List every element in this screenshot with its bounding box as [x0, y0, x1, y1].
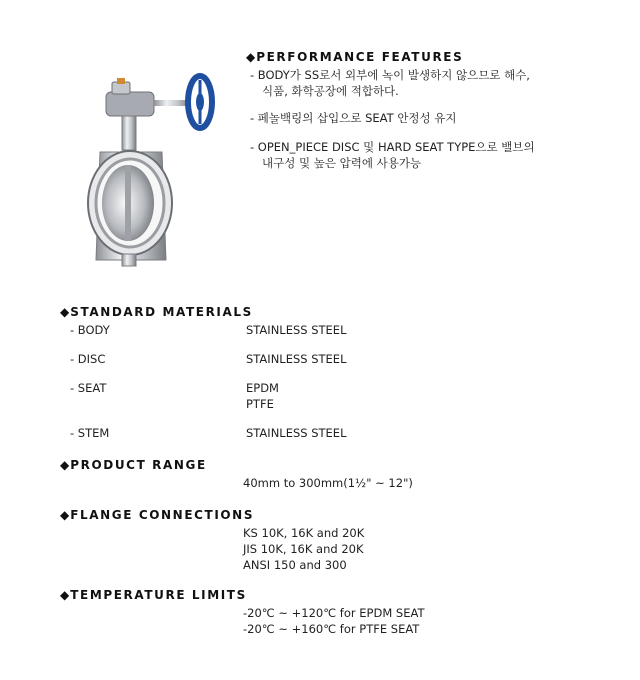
temperature-line: -20℃ ~ +120℃ for EPDM SEAT — [243, 606, 425, 620]
material-label-body: - BODY — [70, 323, 110, 337]
diamond-bullet-icon: ◆ — [60, 588, 70, 602]
performance-heading: ◆PERFORMANCE FEATURES — [246, 50, 464, 64]
diamond-bullet-icon: ◆ — [60, 508, 70, 522]
range-value: 40mm to 300mm(1½" ~ 12") — [243, 476, 413, 490]
material-value-stem: STAINLESS STEEL — [246, 426, 347, 440]
diamond-bullet-icon: ◆ — [60, 458, 70, 472]
temperature-heading: ◆TEMPERATURE LIMITS — [60, 588, 247, 602]
temperature-line: -20℃ ~ +160℃ for PTFE SEAT — [243, 622, 420, 636]
butterfly-valve-image — [78, 70, 228, 275]
temperature-list — [243, 605, 424, 637]
diamond-bullet-icon: ◆ — [246, 50, 256, 64]
material-label-disc: - DISC — [70, 352, 106, 366]
feature-item-3: - OPEN_PIECE DISC 및 HARD SEAT TYPE으로 밸브의 내구성 및 높은 압력에 사용가능 — [250, 140, 535, 170]
feature-item-2: - 페놀백링의 삽입으로 SEAT 안정성 유지 — [250, 111, 457, 125]
material-label-seat: - SEAT — [70, 381, 107, 395]
flange-list — [243, 525, 364, 573]
flange-line: ANSI 150 and 300 — [243, 558, 347, 572]
material-value-body: STAINLESS STEEL — [246, 323, 347, 337]
range-heading: ◆PRODUCT RANGE — [60, 458, 207, 472]
diamond-bullet-icon: ◆ — [60, 305, 70, 319]
flange-heading: ◆FLANGE CONNECTIONS — [60, 508, 255, 522]
flange-line: JIS 10K, 16K and 20K — [243, 542, 364, 556]
material-value-disc: STAINLESS STEEL — [246, 352, 347, 366]
material-label-stem: - STEM — [70, 426, 110, 440]
feature-item-1: - BODY가 SS로서 외부에 녹이 발생하지 않으므로 해수, 식품, 화학공장에 적합하다. — [250, 68, 530, 98]
flange-line: KS 10K, 16K and 20K — [243, 526, 365, 540]
materials-heading: ◆STANDARD MATERIALS — [60, 305, 253, 319]
material-value-seat: EPDM PTFE — [246, 381, 279, 411]
